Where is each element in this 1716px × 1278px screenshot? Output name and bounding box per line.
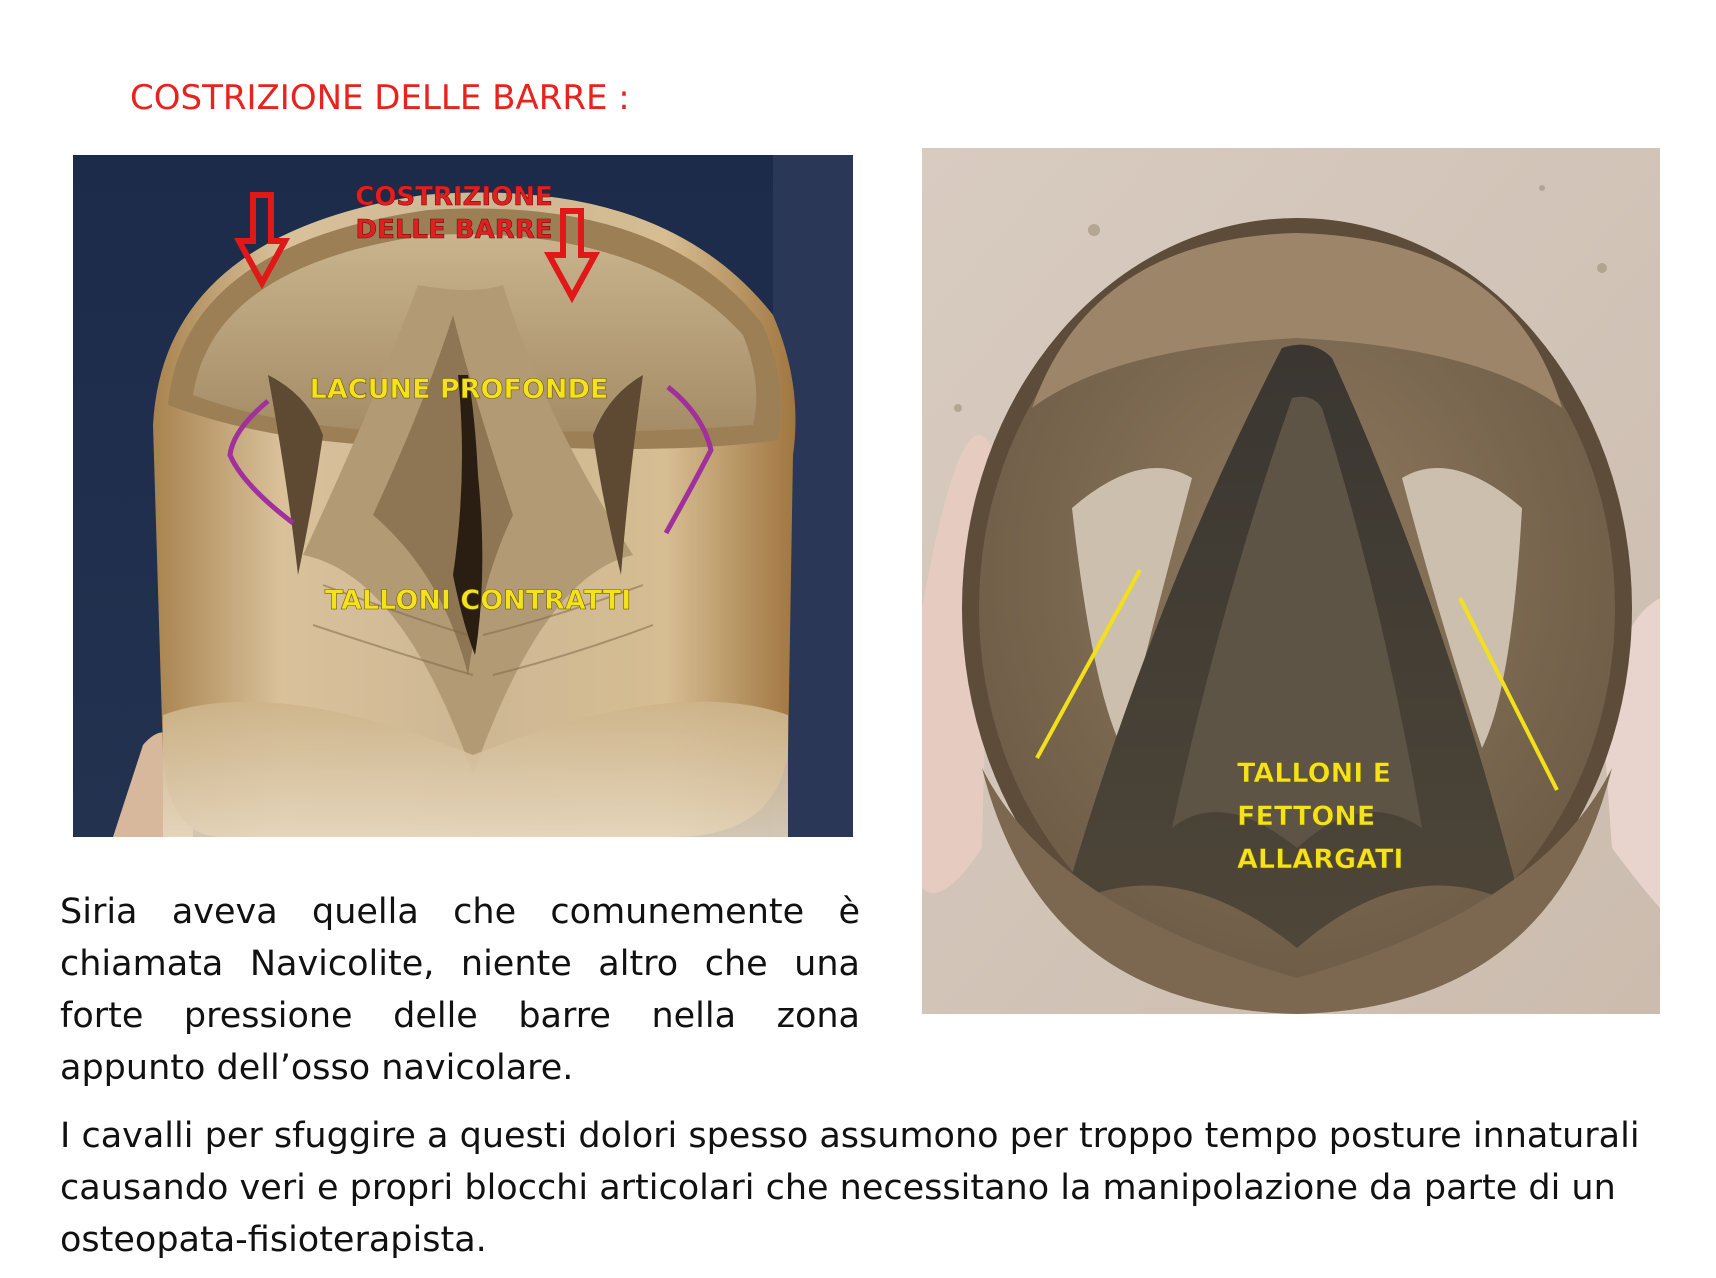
label-delle-barre: DELLE BARRE [355, 215, 553, 245]
label-costrizione: COSTRIZIONE [355, 182, 553, 212]
paragraph-navicolite: Siria aveva quella che comunemente è chiamata Navicolite, niente altro che una forte pressione delle barre nella zona appunto dell’osso navicolare. [60, 892, 860, 1088]
hoof-photo-widened [922, 148, 1660, 1014]
label-talloni-contratti: TALLONI CONTRATTI [324, 585, 632, 616]
label-allargati: ALLARGATI [1237, 844, 1404, 875]
hoof-photo-contracted [73, 155, 853, 837]
page-title: COSTRIZIONE DELLE BARRE : [130, 78, 630, 118]
label-lacune-profonde: LACUNE PROFONDE [309, 374, 609, 405]
label-fettone: FETTONE [1237, 801, 1376, 832]
paragraph-posture: I cavalli per sfuggire a questi dolori spesso assumono per troppo tempo posture innaturali causando veri e propri blocchi articolari che necessitano la manipolazione da parte di un osteopata-fisioterapista. [60, 1116, 1640, 1260]
label-talloni-e: TALLONI E [1237, 758, 1392, 789]
